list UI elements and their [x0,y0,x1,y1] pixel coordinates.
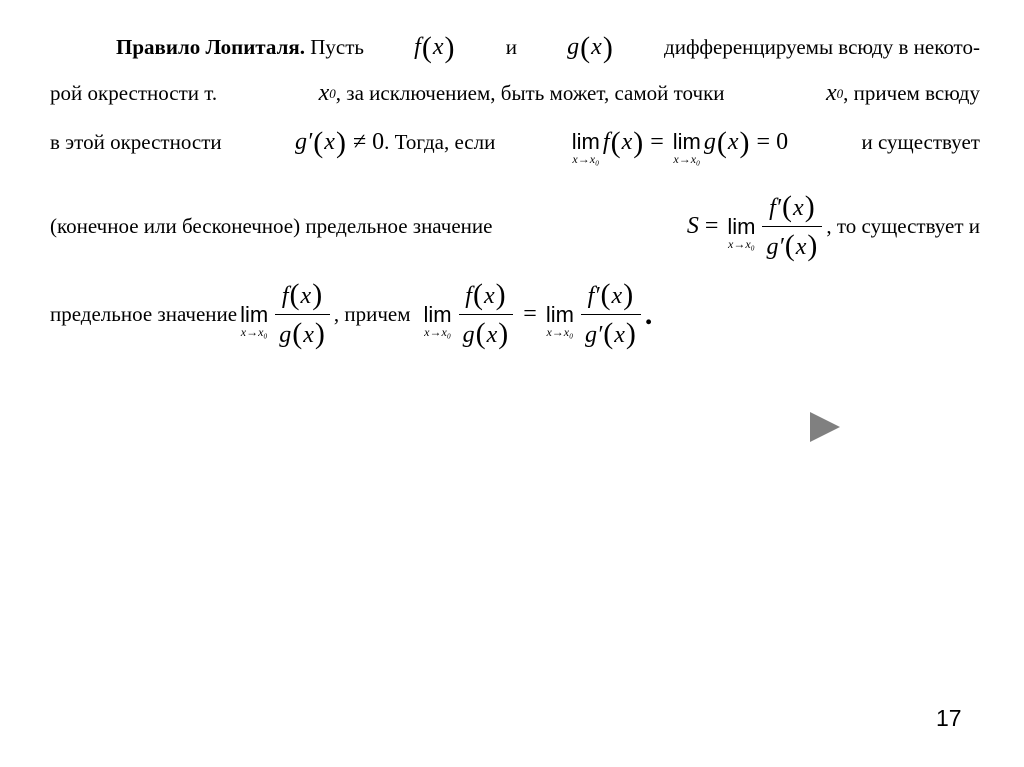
text-line-4-start: (конечное или бесконечное) предельное значение [50,214,493,238]
text-line-3-start: в этой окрестности [50,129,222,154]
play-arrow-icon[interactable] [808,410,842,449]
formula-limits-equal-zero: lim x→x₀ f ( x ) = lim x→x₀ g ( x ) = 0 [571,126,789,166]
text-line-2-start: рой окрестности т. [50,81,218,105]
text-line-5-start: предельное значение [50,302,238,326]
text-line-4 [50,188,980,265]
theorem-title: Правило Лопиталя. Пусть [116,34,364,59]
text-line-1-end: дифференцируемы всюду в некото- [664,34,980,59]
formula-gprime-neq-0: g ′ ( x ) ≠ 0 . Тогда, если [295,126,496,159]
formula-f-of-x: f ( x ) [414,31,455,64]
text-and: и [505,34,517,59]
text-line-2 [50,80,980,107]
page-number: 17 [936,705,962,731]
formula-lim-f-over-g: lim x→x₀ $\frac{f(x)}{g(x)}$ , причем [240,278,411,350]
text-line-3 [50,125,980,166]
formula-x0-2: x 0 , причем всюду [826,80,980,106]
text-line-3-end: и существует [861,129,980,154]
text-line-1 [116,30,980,64]
formula-x0: x 0 , за исключением, быть может, самой точки [318,80,725,106]
text-line-5 [50,276,980,353]
formula-lhopital-equality: lim x→x₀ $\frac{f(x)}{g(x)}$ = lim x→x₀ $\frac{f'(x)}{g'(x)}$ . [423,278,653,350]
formula-S-definition: S = lim x→x₀ $\frac{f'(x)}{g'(x)}$ , то существует и [686,190,980,262]
formula-g-of-x: g ( x ) [567,31,613,64]
